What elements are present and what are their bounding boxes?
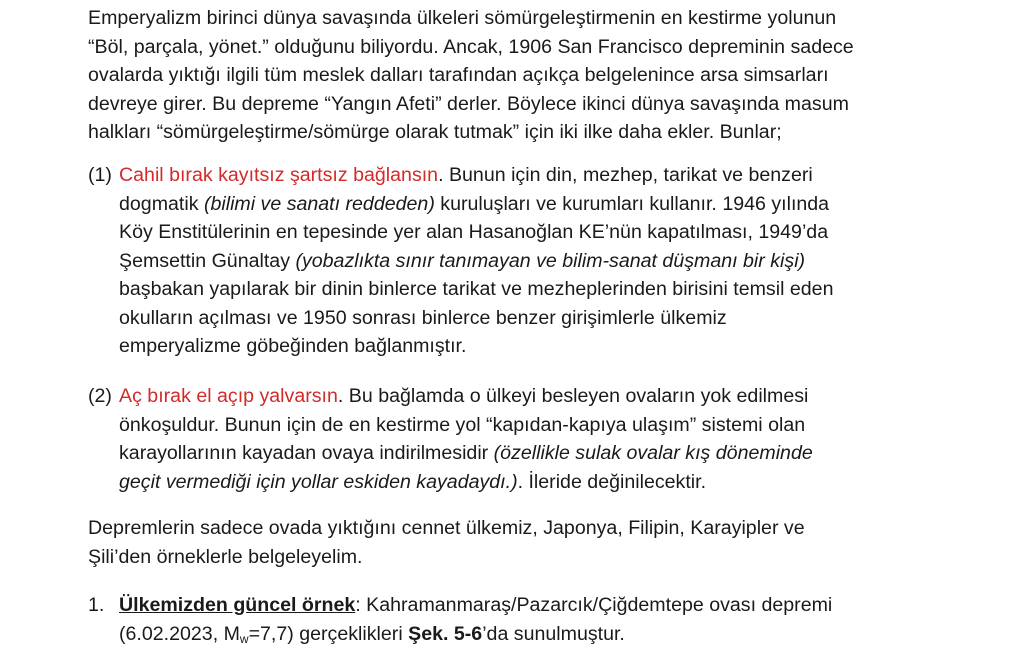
text-line: devreye girer. Bu depreme “Yangın Afeti” derler. Böylece ikinci dünya savaşında masum	[88, 92, 849, 115]
italic-note: (bilimi ve sanatı reddeden)	[203, 192, 435, 215]
list-number: (1)	[88, 164, 112, 186]
numbered-example: 1. Ülkemizden güncel örnek: Kahramanmaraş/Pazarcık/Çiğdemtepe ovası depremi (6.02.2023, $M_w=7,7$) gerçeklikleri Şek. 5-6’da sunulmuştur.	[88, 591, 1008, 653]
text-line: Depremlerin sadece ovada yıktığını cennet ülkemiz, Japonya, Filipin, Karayipler ve	[88, 517, 805, 539]
list-number: (2)	[88, 385, 112, 407]
text-line: ovalarda yıktığı ilgili tüm meslek dalları tarafından açıkça belgelenince arsa simsarları	[88, 64, 829, 86]
example-title: Ülkemizden güncel örnek	[119, 594, 356, 616]
text-line: emperyalizme göbeğinden bağlanmıştır.	[119, 335, 467, 357]
text-line: önkoşuldur. Bunun için de en kestirme yol “kapıdan-kapıya ulaşım” sistemi olan	[119, 413, 806, 436]
italic-note: (yobazlıkta sınır tanımayan ve bilim-sanat düşmanı bir kişi)	[295, 249, 806, 272]
italic-note: geçit vermediği için yollar eskiden kayadaydı.)	[119, 470, 518, 493]
principle-highlight: Cahil bırak kayıtsız şartsız bağlansın	[119, 164, 439, 186]
text-line: “Böl, parçala, yönet.” olduğunu biliyordu. Ancak, 1906 San Francisco depreminin sadece	[88, 35, 854, 58]
text-line: okulların açılması ve 1950 sonrası binlerce benzer girişimlerle ülkemiz	[119, 306, 727, 329]
principle-highlight: Aç bırak el açıp yalvarsın	[119, 385, 338, 407]
figure-reference: Şek. 5-6	[408, 622, 483, 645]
principle-2: (2) Aç bırak el açıp yalvarsın. Bu bağlamda o ülkeyi besleyen ovaların yok edilmesi önkoşuldur. Bunun için de en kestirme yol “kapıdan-kapıya ulaşım” sistemi olan karayollarının kayadan ovaya indirilmesidir (özellikle sulak ovalar kış döneminde geçit vermediği için yollar eskiden kayadaydı.). İleride değinilecektir.	[88, 382, 1008, 496]
text-line: Şili’den örneklerle belgeleyelim.	[88, 545, 363, 568]
outro-paragraph	[88, 514, 988, 571]
list-number: 1.	[88, 594, 105, 616]
text-line: Emperyalizm birinci dünya savaşında ülkeleri sömürgeleştirmenin en kestirme yolunun	[88, 7, 837, 29]
principle-1: (1) Cahil bırak kayıtsız şartsız bağlansın. Bunun için din, mezhep, tarikat ve benzeri dogmatik (bilimi ve sanatı reddeden) kuruluşları ve kurumları kullanır. 1946 yılında Köy Enstitülerinin en tepesinde yer alan Hasanoğlan KE’nün kapatılması, 1949’da Şemsettin Günaltay (yobazlıkta sınır tanımayan ve bilim-sanat düşmanı bir kişi) başbakan yapılarak bir dinin binlerce tarikat ve mezheplerinden birisini temsil eden okulların açılması ve 1950 sonrası binlerce benzer girişimlerle ülkemiz emperyalizme göbeğinden bağlanmıştır.	[88, 161, 1008, 361]
italic-note: (özellikle sulak ovalar kış döneminde	[493, 442, 813, 464]
text-line: halkları “sömürgeleştirme/sömürge olarak tutmak” için iki ilke daha ekler. Bunlar;	[88, 121, 782, 143]
text-line: başbakan yapılarak bir dinin binlerce tarikat ve mezheplerinden birisini temsil eden	[119, 278, 834, 300]
intro-paragraph	[88, 4, 988, 147]
text-line: Köy Enstitülerinin en tepesinde yer alan Hasanoğlan KE’nün kapatılması, 1949’da	[119, 221, 829, 243]
